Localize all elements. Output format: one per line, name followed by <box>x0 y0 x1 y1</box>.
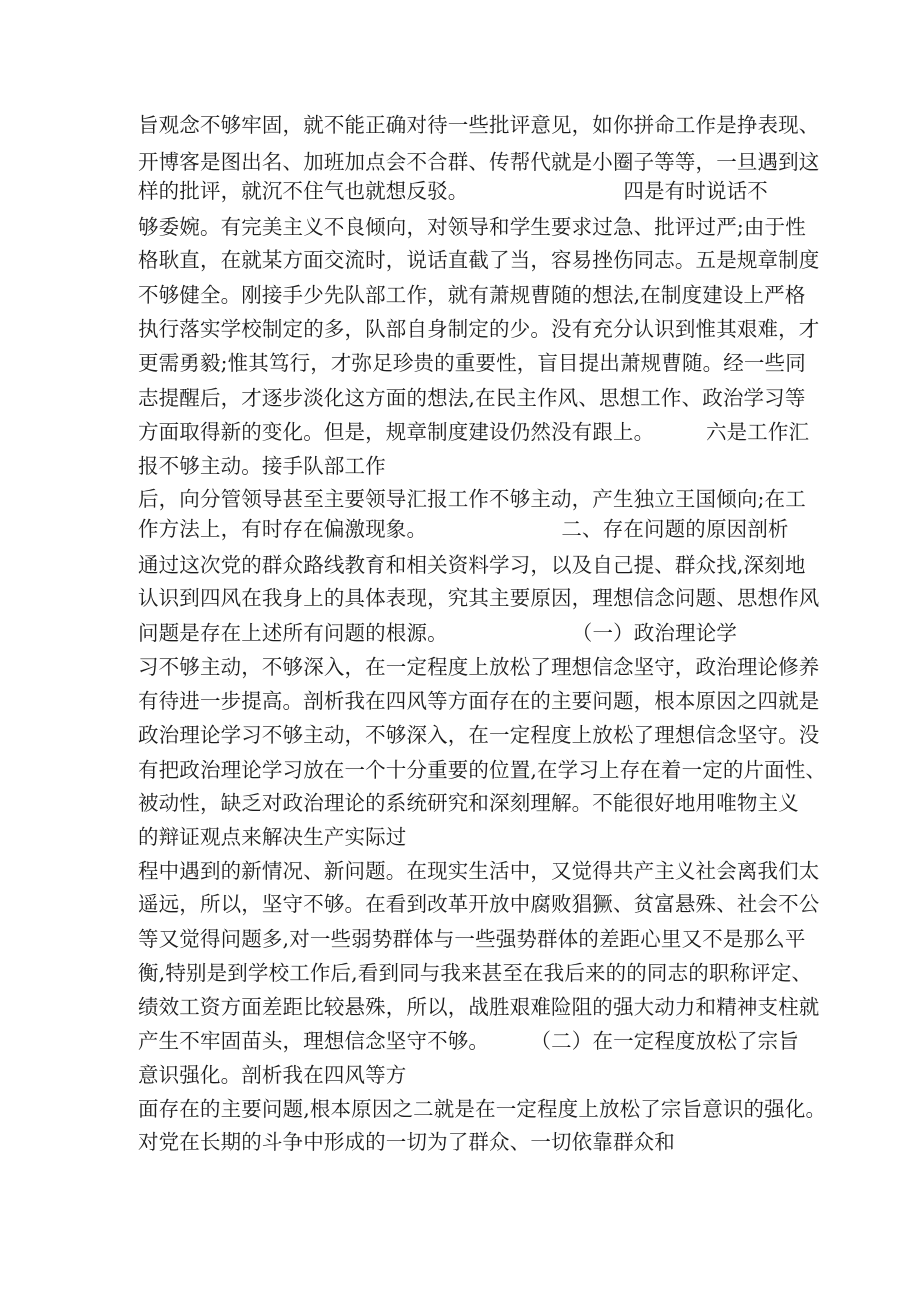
text-line: 被动性，缺乏对政治理论的系统研究和深刻理解。不能很好地用唯物主义 <box>138 791 799 815</box>
text-line: 有待进一步提高。剖析我在四风等方面存在的主要问题，根本原因之四就是 <box>138 689 820 713</box>
text-line: 执行落实学校制定的多，队部自身制定的少。没有充分认识到惟其艰难，才 <box>138 317 820 341</box>
text-line: 样的批评，就沉不住气也就想反驳。 四是有时说话不 <box>138 179 768 203</box>
text-line: 报不够主动。接手队部工作 <box>138 454 386 478</box>
text-line: 志提醒后，才逐步淡化这方面的想法,在民主作风、思想工作、政治学习等 <box>138 386 806 410</box>
text-line: 后，向分管领导甚至主要领导汇报工作不够主动，产生独立王国倾向;在工 <box>138 487 806 511</box>
text-line: 政治理论学习不够主动，不够深入，在一定程度上放松了理想信念坚守。没 <box>138 723 820 747</box>
text-line: 等又觉得问题多,对一些弱势群体与一些强势群体的差距心里又不是那么平 <box>138 927 806 951</box>
text-line: 衡,特别是到学校工作后,看到同与我来甚至在我后来的的同志的职称评定、 <box>138 961 813 985</box>
text-line: 开博客是图出名、加班加点会不合群、传帮代就是小圈子等等，一旦遇到这 <box>138 150 820 174</box>
text-line: 绩效工资方面差距比较悬殊，所以，战胜艰难险阻的强大动力和精神支柱就 <box>138 995 820 1019</box>
text-line: 通过这次党的群众路线教育和相关资料学习，以及自己提、群众找,深刻地 <box>138 553 806 577</box>
text-line: 程中遇到的新情况、新问题。在现实生活中，又觉得共产主义社会离我们太 <box>138 859 820 883</box>
text-line: 格耿直，在就某方面交流时，说话直截了当，容易挫伤同志。五是规章制度 <box>138 248 820 272</box>
text-line: 更需勇毅;惟其笃行，才弥足珍贵的重要性，盲目提出萧规曹随。经一些同 <box>138 351 806 375</box>
text-line: 面存在的主要问题,根本原因之二就是在一定程度上放松了宗旨意识的强化。 <box>138 1097 827 1121</box>
text-line: 旨观念不够牢固，就不能正确对待一些批评意见，如你拼命工作是挣表现、 <box>138 113 820 137</box>
text-line: 认识到四风在我身上的具体表现，究其主要原因，理想信念问题、思想作风 <box>138 586 820 610</box>
text-line: 意识强化。剖析我在四风等方 <box>138 1063 407 1087</box>
text-line: 有把政治理论学习放在一个十分重要的位置,在学习上存在着一定的片面性、 <box>138 758 827 782</box>
text-line: 不够健全。刚接手少先队部工作，就有萧规曹随的想法,在制度建设上严格 <box>138 283 806 307</box>
text-line: 遥远，所以，坚守不够。在看到改革开放中腐败猖獗、贫富悬殊、社会不公 <box>138 892 820 916</box>
text-line: 的辩证观点来解决生产实际过 <box>138 825 407 849</box>
text-line: 作方法上，有时存在偏激现象。 二、存在问题的原因剖析 <box>138 517 789 541</box>
text-line: 够委婉。有完美主义不良倾向，对领导和学生要求过急、批评过严;由于性 <box>138 215 806 239</box>
text-line: 习不够主动，不够深入，在一定程度上放松了理想信念坚守，政治理论修养 <box>138 655 820 679</box>
text-line: 对党在长期的斗争中形成的一切为了群众、一切依靠群众和 <box>138 1130 675 1154</box>
text-line: 方面取得新的变化。但是，规章制度建设仍然没有跟上。 六是工作汇 <box>138 420 810 444</box>
text-line: 产生不牢固苗头，理想信念坚守不够。 （二）在一定程度放松了宗旨 <box>138 1029 799 1053</box>
text-line: 问题是存在上述所有问题的根源。 （一）政治理论学 <box>138 621 737 645</box>
